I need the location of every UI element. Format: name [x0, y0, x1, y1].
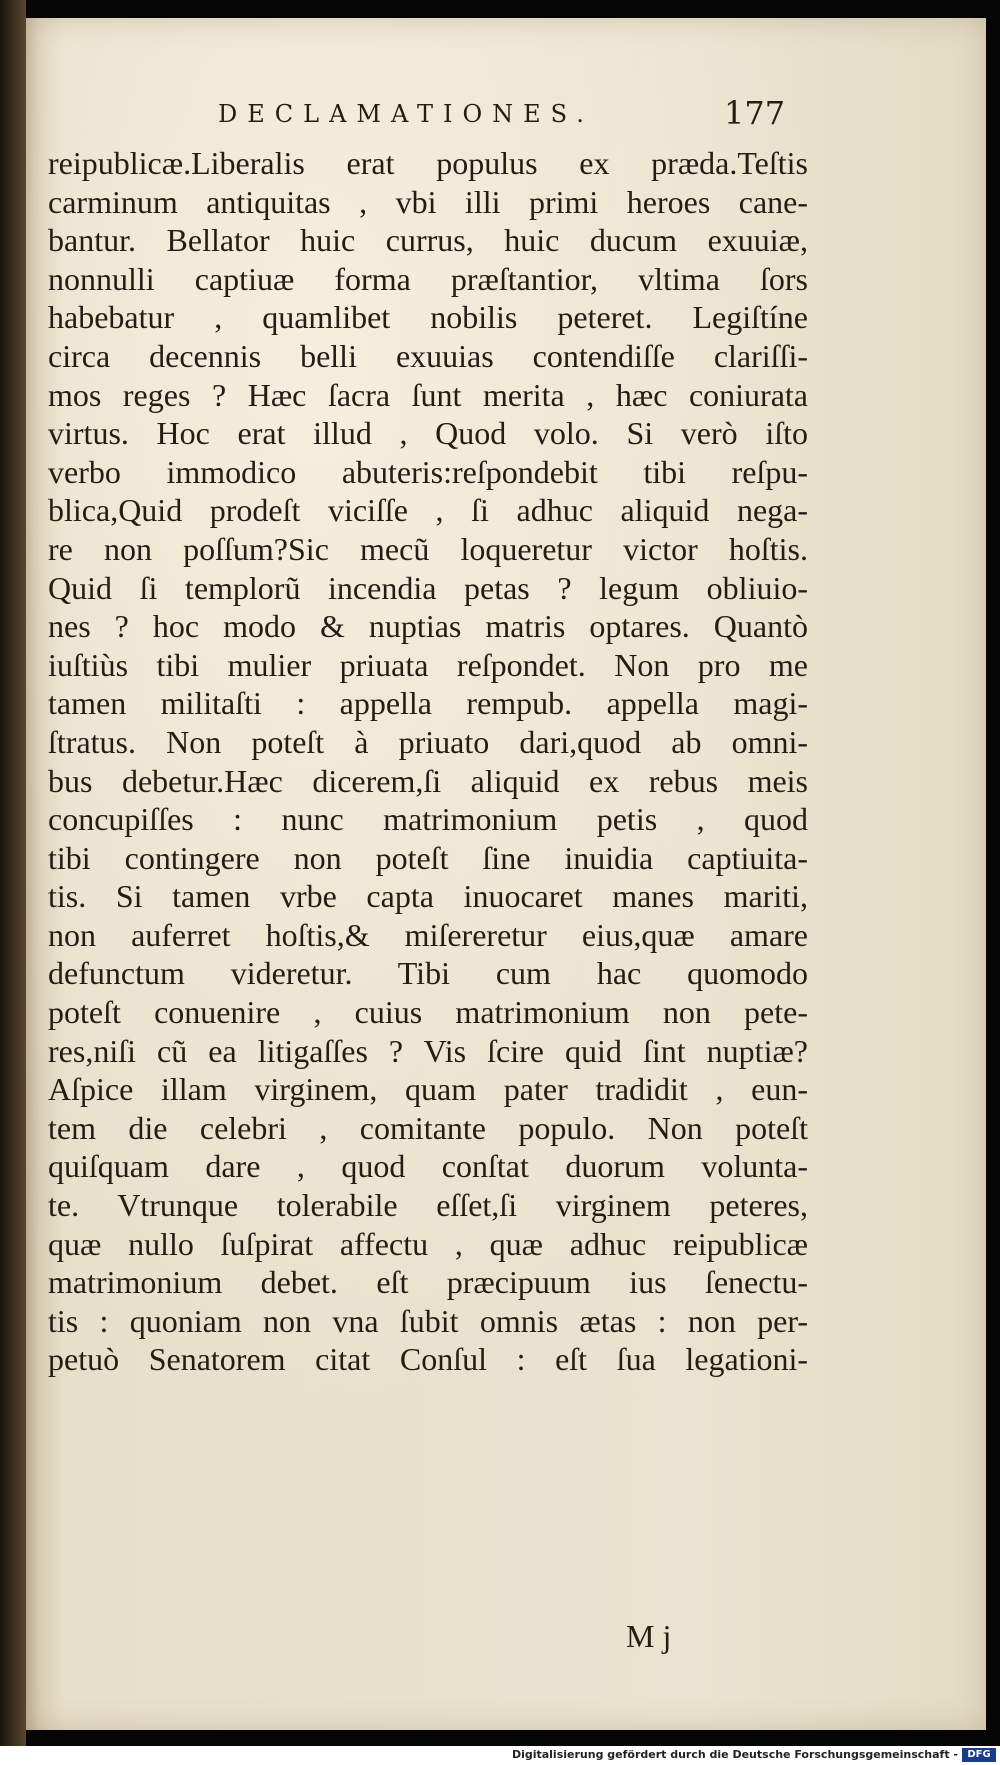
book-page: [26, 18, 986, 1730]
text-line: verbo immodico abuteris:reſpondebit tibi reſpu-: [48, 453, 808, 490]
text-line: re non poſſum?Sic mecũ loqueretur victor hoſtis.: [48, 530, 808, 567]
running-head: [26, 94, 986, 140]
footer-credit: Digitalisierung gefördert durch die Deutsche Forschungsgemeinschaft -: [511, 1748, 958, 1761]
text-line: reipublicæ.Liberalis erat populus ex præda.Teſtis: [48, 145, 808, 181]
dfg-logo: DFG: [962, 1748, 996, 1762]
body-text: [48, 144, 808, 1379]
text-line: petuò Senatorem citat Conſul : eſt ſua legationi-: [48, 1341, 808, 1378]
text-line: blica,Quid prodeſt viciſſe , ſi adhuc aliquid nega-: [48, 492, 808, 529]
text-line: nes ? hoc modo & nuptias matris optares. Quantò: [48, 608, 808, 645]
text-line: bus debetur.Hæc dicerem,ſi aliquid ex rebus meis: [48, 762, 808, 799]
text-line: tis : quoniam non vna ſubit omnis ætas : non per-: [48, 1302, 808, 1339]
text-line: quiſquam dare , quod conſtat duorum volunta-: [48, 1148, 808, 1185]
text-line: te. Vtrunque tolerabile eſſet,ſi virginem peteres,: [48, 1187, 808, 1224]
text-line: tem die celebri , comitante populo. Non poteſt: [48, 1109, 808, 1146]
running-head-title: DECLAMATIONES.: [218, 100, 594, 128]
text-line: iuſtiùs tibi mulier priuata reſpondet. Non pro me: [48, 646, 808, 683]
book-binding-edge: [0, 0, 26, 1765]
text-line: tis. Si tamen vrbe capta inuocaret manes mariti,: [48, 878, 808, 915]
text-line: mos reges ? Hæc ſacra ſunt merita , hæc coniurata: [48, 376, 808, 413]
text-line: quæ nullo ſuſpirat affectu , quæ adhuc reipublicæ: [48, 1225, 808, 1262]
text-line: res,niſi cũ ea litigaſſes ? Vis ſcire quid ſint nuptiæ?: [48, 1032, 808, 1069]
text-line: bantur. Bellator huic currus, huic ducum exuuiæ,: [48, 222, 808, 259]
text-line: tamen militaſti : appella rempub. appella magi-: [48, 685, 808, 722]
text-line: concupiſſes : nunc matrimonium petis , quod: [48, 801, 808, 838]
text-line: nonnulli captiuæ forma præſtantior, vltima ſors: [48, 260, 808, 297]
text-line: tibi contingere non poteſt ſine inuidia captiuita-: [48, 839, 808, 876]
text-line: matrimonium debet. eſt præcipuum ius ſenectu-: [48, 1264, 808, 1301]
text-line: poteſt conuenire , cuius matrimonium non pete-: [48, 994, 808, 1031]
text-line: Aſpice illam virginem, quam pater tradidit , eun-: [48, 1071, 808, 1108]
text-line: ſtratus. Non poteſt à priuato dari,quod ab omni-: [48, 723, 808, 760]
page-number: 177: [724, 94, 786, 132]
text-line: defunctum videretur. Tibi cum hac quomodo: [48, 955, 808, 992]
text-line: circa decennis belli exuuias contendiſſe clariſſi-: [48, 337, 808, 374]
text-line: habebatur , quamlibet nobilis peteret. Legiſtíne: [48, 299, 808, 336]
signature-mark: M j: [626, 1618, 672, 1654]
text-line: Quid ſi templorũ incendia petas ? legum obliuio-: [48, 569, 808, 606]
text-line: non auferret hoſtis,& miſereretur eius,quæ amare: [48, 916, 808, 953]
digitization-footer: [0, 1746, 1000, 1765]
text-line: virtus. Hoc erat illud , Quod volo. Si verò iſto: [48, 415, 808, 452]
text-line: carminum antiquitas , vbi illi primi heroes cane-: [48, 183, 808, 220]
